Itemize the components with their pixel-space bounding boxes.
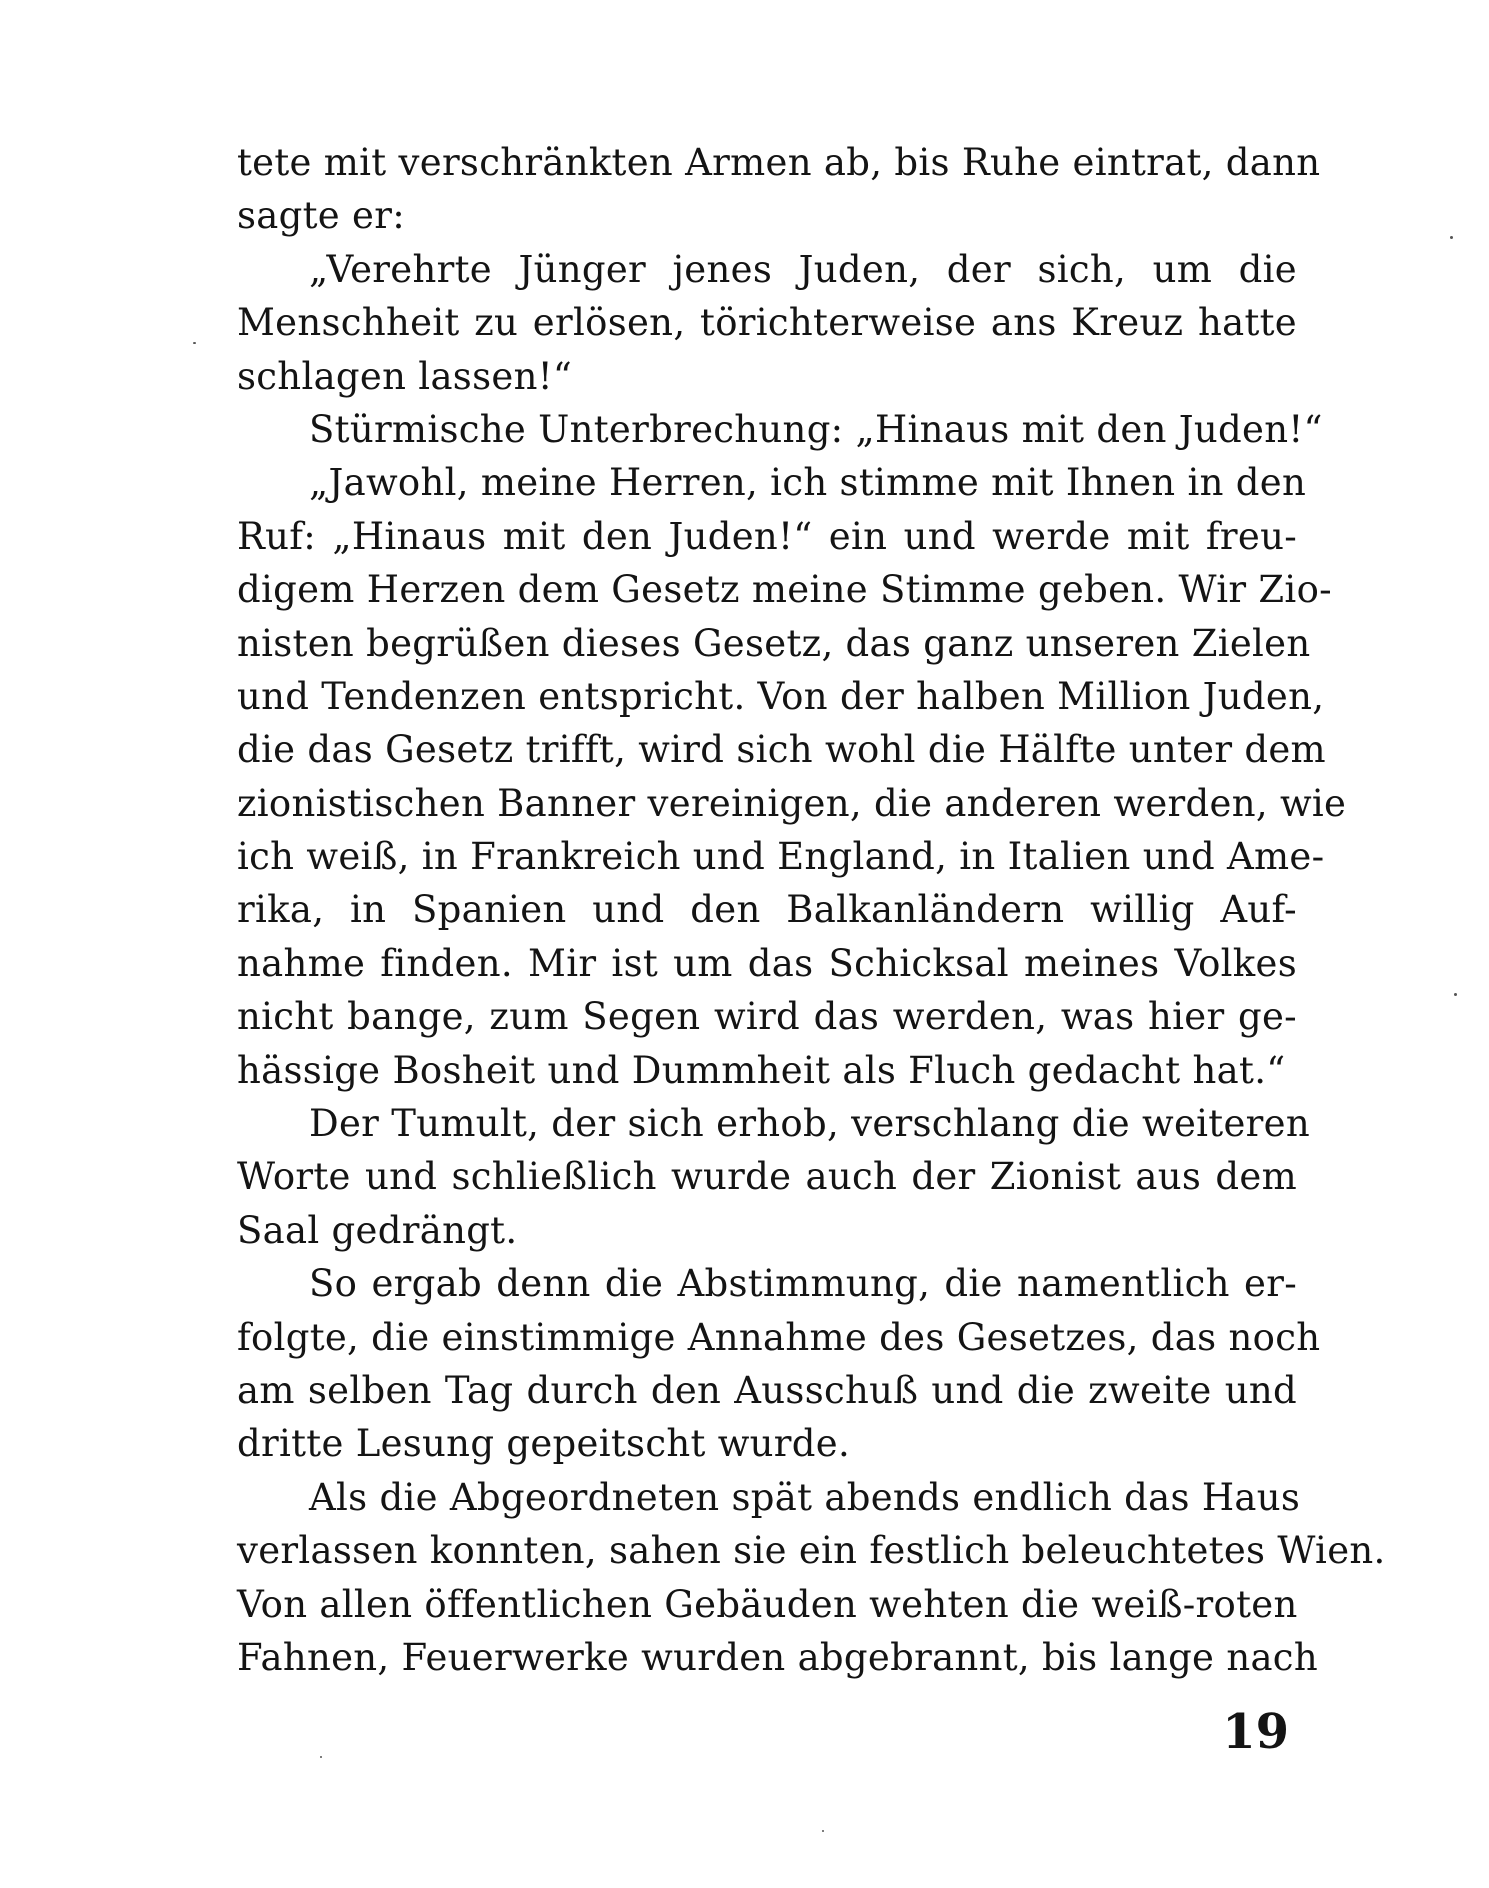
text-line: sagte er: [237,194,406,238]
text-line: am selben Tag durch den Ausschuß und die zweite und [237,1368,1297,1412]
text-line: folgte, die einstimmige Annahme des Gesetzes, das noch [237,1315,1321,1359]
text-line: Saal gedrängt. [237,1208,518,1252]
text-line: Von allen öffentlichen Gebäuden wehten die weiß-roten [237,1582,1298,1626]
text-line: Als die Abgeordneten spät abends endlich das Haus [309,1475,1301,1519]
text-line: tete mit verschränkten Armen ab, bis Ruhe eintrat, dann [237,141,1321,184]
scan-speck [1454,993,1457,996]
text-line: digem Herzen dem Gesetz meine Stimme geben. Wir Zio- [237,568,1332,612]
text-line: nicht bange, zum Segen wird das werden, was hier ge- [237,995,1297,1039]
text-line: rika, in Spanien und den Balkanländern willig Auf- [237,888,1297,932]
text-line: nisten begrüßen dieses Gesetz, das ganz unseren Zielen [237,621,1311,665]
scan-speck [193,342,196,344]
page-number: 19 [1222,1704,1289,1760]
text-line: „Verehrte Jünger jenes Juden, der sich, um die [309,247,1297,291]
text-line: So ergab denn die Abstimmung, die namentlich er- [309,1262,1297,1306]
text-line: Ruf: „Hinaus mit den Juden!“ ein und werde mit freu- [237,514,1297,558]
text-line: Worte und schließlich wurde auch der Zionist aus dem [237,1155,1297,1199]
text-line: und Tendenzen entspricht. Von der halben Million Juden, [237,674,1325,718]
text-line: zionistischen Banner vereinigen, die anderen werden, wie [237,781,1347,825]
scan-speck [1450,236,1453,239]
text-line: die das Gesetz trifft, wird sich wohl die Hälfte unter dem [237,728,1326,772]
text-line: dritte Lesung gepeitscht wurde. [237,1422,851,1466]
body-text [237,136,1386,1684]
text-line: „Jawohl, meine Herren, ich stimme mit Ihnen in den [309,461,1307,505]
text-line: schlagen lassen!“ [237,354,573,398]
text-line: ich weiß, in Frankreich und England, in Italien und Ame- [237,835,1325,879]
text-line: Menschheit zu erlösen, törichterweise ans Kreuz hatte [237,301,1297,345]
scan-speck [822,1830,824,1832]
text-line: Stürmische Unterbrechung: „Hinaus mit den Juden!“ [309,407,1323,451]
text-line: Fahnen, Feuerwerke wurden abgebrannt, bis lange nach [237,1635,1318,1679]
text-line: nahme finden. Mir ist um das Schicksal meines Volkes [237,941,1297,985]
scan-speck [320,1756,322,1758]
text-line: hässige Bosheit und Dummheit als Fluch gedacht hat.“ [237,1048,1286,1092]
text-line: verlassen konnten, sahen sie ein festlich beleuchtetes Wien. [237,1529,1386,1573]
text-line: Der Tumult, der sich erhob, verschlang die weiteren [309,1102,1310,1146]
